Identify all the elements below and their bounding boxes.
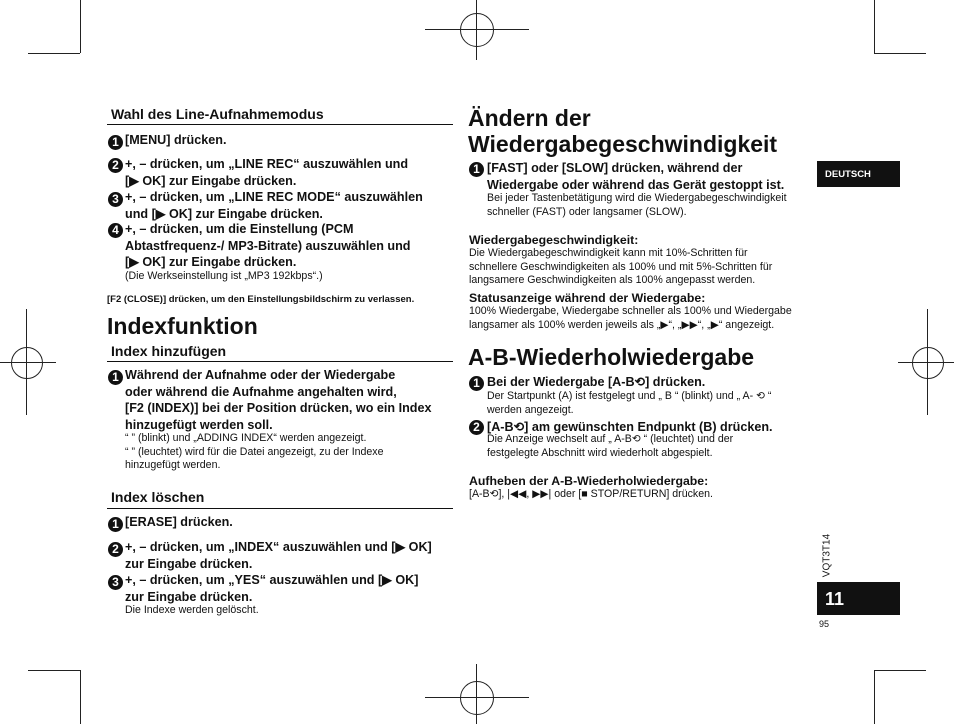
delete-step-3-text: +, – drücken, um „YES“ auszuwählen und [▶ OK] zur Eingabe drücken. [125,573,419,604]
language-tab-label: DEUTSCH [825,169,871,180]
add-step-notes: “ ” (blinkt) und „ADDING INDEX“ werden angezeigt. “ ” (leuchtet) wird für die Datei angezeigt, zu der Indexe hinzugefügt werden. [125,432,384,471]
delete-note: Die Indexe werden gelöscht. [125,604,259,616]
section-heading-underline [107,124,453,125]
crop-mark-tl-h [28,53,80,54]
ab-title: A-B-Wiederholwiedergabe [468,344,755,370]
doc-code: VQT3T14 [821,533,833,578]
ab-step-1-note: Der Startpunkt (A) ist festgelegt und „ B “ (blinkt) und „ A- ⟲ “ werden angezeigt. [487,390,772,416]
speed-step-text: [FAST] oder [SLOW] drücken, während der Wiedergabe oder während das Gerät gestoppt ist. [487,161,785,192]
crop-mark-bl-h [28,670,80,671]
crop-mark-br-v [874,670,875,724]
speed-title-line-2: Wiedergabegeschwindigkeit [468,131,778,157]
delete-step-3-number: 3 [108,575,123,590]
step-4-number: 4 [108,223,123,238]
step-4-note: (Die Werkseinstellung ist „MP3 192kbps“.) [125,270,323,282]
speed-step-note: Bei jeder Tastenbetätigung wird die Wiedergabegeschwindigkeit schneller (FAST) oder langsamer (SLOW). [487,192,787,218]
step-1-number: 1 [108,135,123,150]
step-4-text: +, – drücken, um die Einstellung (PCM Abtastfrequenz-/ MP3-Bitrate) auszuwählen und [▶ OK] zur Eingabe drücken. [125,222,411,269]
ab-step-2-text: [A-B⟲] am gewünschten Endpunkt (B) drücken. [487,420,773,434]
add-index-underline [107,361,453,362]
speed-sub-heading: Wiedergabegeschwindigkeit: [469,233,639,247]
index-title: Indexfunktion [107,313,258,339]
crop-mark-bl-v [80,670,81,724]
step-3-number: 3 [108,192,123,207]
step-2-number: 2 [108,158,123,173]
ab-step-1-text: Bei der Wiedergabe [A-B⟲] drücken. [487,375,706,389]
crop-mark-br-h [874,670,926,671]
step-2-text: +, – drücken, um „LINE REC“ auszuwählen und [▶ OK] zur Eingabe drücken. [125,157,409,188]
step-3-text: +, – drücken, um „LINE REC MODE“ auszuwählen und [▶ OK] zur Eingabe drücken. [125,190,423,221]
speed-title-line-1: Ändern der [468,105,591,131]
add-index-heading: Index hinzufügen [111,343,227,359]
add-step-number: 1 [108,370,123,385]
ab-step-2-note: Die Anzeige wechselt auf „ A-B⟲ “ (leuchtet) und der festgelegte Abschnitt wird wiederholt abgespielt. [487,433,734,459]
crop-mark-tr-h [874,53,926,54]
delete-step-2-text: +, – drücken, um „INDEX“ auszuwählen und [▶ OK] zur Eingabe drücken. [125,540,432,571]
cancel-text: [A-B⟲], |◀◀, ▶▶| oder [■ STOP/RETURN] drücken. [469,488,713,500]
delete-step-1-number: 1 [108,517,123,532]
page-number-small: 95 [819,619,830,629]
speed-sub-text: Die Wiedergabegeschwindigkeit kann mit 10%-Schritten für schnellere Geschwindigkeiten als 100% und mit 5%-Schritten für langsamere Geschwindigkeiten als 100% angepasst werden. [469,247,773,286]
page-number: 11 [825,589,845,609]
delete-step-2-number: 2 [108,542,123,557]
delete-index-heading: Index löschen [111,489,205,505]
status-text: 100% Wiedergabe, Wiedergabe schneller als 100% und Wiedergabe langsamer als 100% werden jeweils als „▶“, „▶▶“, „▶“ angezeigt. [469,305,792,331]
delete-step-1-text: [ERASE] drücken. [125,515,233,529]
status-heading: Statusanzeige während der Wiedergabe: [469,291,706,305]
crop-mark-tl-v [80,0,81,53]
delete-index-underline [107,508,453,509]
cancel-heading: Aufheben der A-B-Wiederholwiedergabe: [469,474,709,488]
add-step-text: Während der Aufnahme oder der Wiedergabe oder während die Aufnahme angehalten wird, [F2 (INDEX)] bei der Position drücken, wo ein Index hinzugefügt werden soll. [125,368,432,432]
step-1-text: [MENU] drücken. [125,133,227,147]
crop-mark-tr-v [874,0,875,53]
close-note: [F2 (CLOSE)] drücken, um den Einstellungsbildschirm zu verlassen. [107,294,415,305]
section-heading-line-rec: Wahl des Line-Aufnahmemodus [111,106,324,122]
ab-step-2-number: 2 [469,420,484,435]
speed-step-number: 1 [469,162,484,177]
ab-step-1-number: 1 [469,376,484,391]
